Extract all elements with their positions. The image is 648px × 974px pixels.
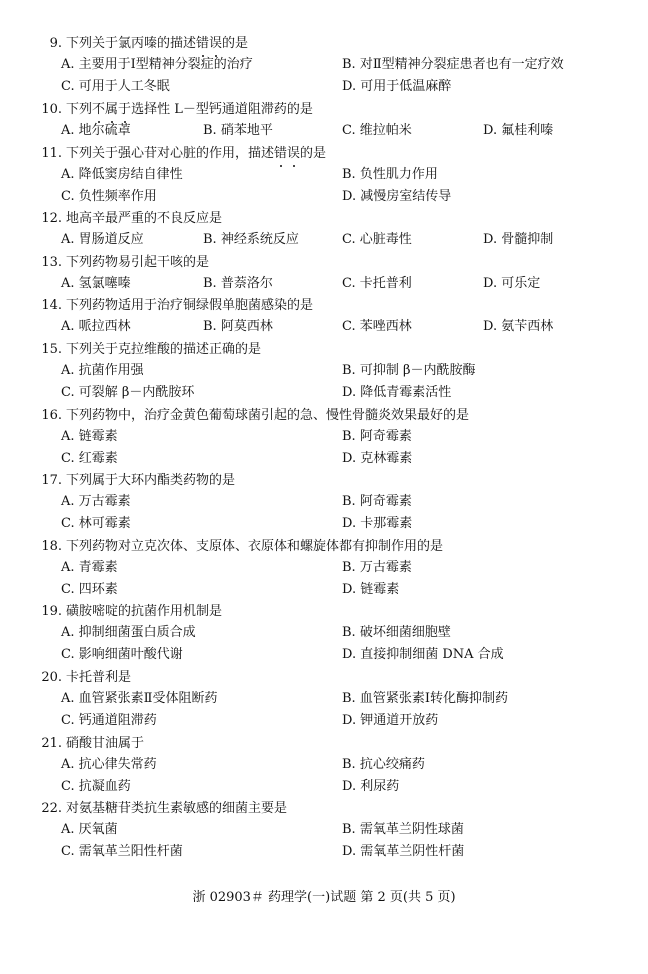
answer-option: D. 可乐定 (483, 276, 541, 291)
answer-option: D. 可用于低温麻醉 (342, 79, 452, 94)
question-item (28, 405, 628, 466)
stem-text: 选择性 L－型钙通道阻滞药的是 (131, 102, 313, 117)
question-item (28, 536, 628, 597)
answer-option: B. 破坏细菌细胞壁 (342, 625, 451, 640)
answer-option: B. 万古霉素 (342, 560, 412, 575)
answer-option: B. 神经系统反应 (203, 232, 299, 247)
question-item (28, 470, 628, 531)
question-number: 9. (49, 36, 62, 51)
stem-text: 下列 (66, 102, 93, 117)
answer-option: B. 阿奇霉素 (342, 429, 412, 444)
question-stem (28, 99, 628, 120)
answer-option: A. 哌拉西林 (61, 319, 131, 334)
stem-text: 下列关于氯丙嗪的描述 (66, 36, 197, 51)
answer-option: A. 胃肠道反应 (61, 232, 144, 247)
question-item (28, 798, 628, 859)
answer-option: A. 地尔硫䓬 (61, 123, 131, 138)
answer-option: B. 对Ⅱ型精神分裂症患者也有一定疗效 (342, 57, 564, 72)
answer-option: A. 降低窦房结自律性 (61, 167, 183, 182)
question-number: 19. (41, 604, 62, 619)
answer-option: C. 维拉帕米 (342, 123, 412, 138)
stem-text: 下列关于克拉维酸的描述正确的是 (66, 342, 262, 357)
question-item (28, 99, 628, 138)
question-stem (28, 208, 628, 229)
stem-text: 下列关于强心苷对心脏的作用，描述 (66, 146, 275, 161)
question-number: 11. (41, 146, 62, 161)
answer-option: D. 减慢房室结传导 (342, 189, 452, 204)
question-item (28, 667, 628, 728)
stem-text: 地高辛最严重的不良反应是 (66, 211, 223, 226)
stem-text: 卡托普利是 (66, 670, 132, 685)
answer-option: B. 阿莫西林 (203, 319, 273, 334)
question-number: 10. (41, 102, 62, 117)
answer-option: B. 可抑制 β－内酰胺酶 (342, 363, 476, 378)
answer-option: C. 林可霉素 (61, 516, 131, 531)
answer-option: C. 钙通道阻滞药 (61, 713, 157, 728)
answer-option: D. 氟桂利嗪 (483, 123, 554, 138)
question-number: 12. (41, 211, 62, 226)
stem-text: 下列药物易引起干咳的是 (66, 255, 210, 270)
stem-text: 下列药物适用于治疗铜绿假单胞菌感染的是 (66, 298, 314, 313)
answer-option: A. 抗菌作用强 (61, 363, 144, 378)
emphasis-text: 不属于 (92, 102, 131, 117)
stem-text: 磺胺嘧啶的抗菌作用机制是 (66, 604, 223, 619)
answer-option: B. 血管紧张素Ⅰ转化酶抑制药 (342, 691, 508, 706)
answer-option: D. 卡那霉素 (342, 516, 413, 531)
answer-option: A. 抑制细菌蛋白质合成 (61, 625, 196, 640)
answer-option: C. 影响细菌叶酸代谢 (61, 647, 183, 662)
answer-option: B. 需氧革兰阴性球菌 (342, 822, 464, 837)
question-stem (28, 295, 628, 316)
question-item (28, 143, 628, 204)
answer-option: D. 直接抑制细菌 DNA 合成 (342, 647, 504, 662)
question-item (28, 295, 628, 334)
stem-text: 对氨基糖苷类抗生素敏感的细菌主要是 (66, 801, 288, 816)
answer-option: A. 主要用于Ⅰ型精神分裂症的治疗 (61, 57, 253, 72)
answer-option: C. 可裂解 β－内酰胺环 (61, 385, 195, 400)
stem-text: 下列药物对立克次体、支原体、衣原体和螺旋体都有抑制作用的是 (66, 539, 444, 554)
answer-option: C. 心脏毒性 (342, 232, 412, 247)
answer-option: A. 抗心律失常药 (61, 757, 157, 772)
question-stem (28, 601, 628, 622)
question-number: 13. (41, 255, 62, 270)
question-number: 15. (41, 342, 62, 357)
emphasis-text: 错误 (196, 36, 222, 51)
answer-option: C. 可用于人工冬眠 (61, 79, 170, 94)
answer-option: C. 需氧革兰阳性杆菌 (61, 844, 183, 859)
answer-option: A. 链霉素 (61, 429, 118, 444)
answer-option: B. 普萘洛尔 (203, 276, 273, 291)
answer-option: C. 红霉素 (61, 451, 118, 466)
question-item (28, 208, 628, 247)
answer-option: C. 苯唑西林 (342, 319, 412, 334)
question-item (28, 733, 628, 794)
answer-option: D. 克林霉素 (342, 451, 413, 466)
answer-option: B. 负性肌力作用 (342, 167, 438, 182)
question-number: 20. (41, 670, 62, 685)
question-stem (28, 733, 628, 754)
emphasis-text: 错误 (274, 146, 300, 161)
question-stem (28, 252, 628, 273)
answer-option: D. 钾通道开放药 (342, 713, 439, 728)
question-stem (28, 339, 628, 360)
question-number: 21. (41, 736, 62, 751)
question-stem (28, 667, 628, 688)
question-item (28, 252, 628, 291)
answer-option: C. 负性频率作用 (61, 189, 157, 204)
stem-text: 的是 (222, 36, 249, 51)
stem-text: 下列药物中，治疗金黄色葡萄球菌引起的急、慢性骨髓炎效果最好的是 (66, 408, 470, 423)
question-stem (28, 33, 628, 54)
answer-option: D. 降低青霉素活性 (342, 385, 452, 400)
question-stem (28, 405, 628, 426)
question-number: 22. (41, 801, 62, 816)
question-number: 17. (41, 473, 62, 488)
answer-option: D. 利尿药 (342, 779, 400, 794)
question-stem (28, 470, 628, 491)
question-number: 18. (41, 539, 62, 554)
question-item (28, 601, 628, 662)
question-item (28, 33, 628, 94)
answer-option: A. 厌氧菌 (61, 822, 118, 837)
stem-text: 下列属于大环内酯类药物的是 (66, 473, 236, 488)
answer-option: A. 万古霉素 (61, 494, 131, 509)
answer-option: C. 抗凝血药 (61, 779, 131, 794)
question-stem (28, 536, 628, 557)
page-footer: 浙 02903＃ 药理学(一)试题 第 2 页(共 5 页) (192, 890, 456, 905)
stem-text: 硝酸甘油属于 (66, 736, 145, 751)
answer-option: D. 骨髓抑制 (483, 232, 554, 247)
answer-option: A. 血管紧张素Ⅱ受体阻断药 (61, 691, 218, 706)
answer-option: B. 阿奇霉素 (342, 494, 412, 509)
answer-option: C. 卡托普利 (342, 276, 412, 291)
answer-option: B. 硝苯地平 (203, 123, 273, 138)
answer-option: C. 四环素 (61, 582, 118, 597)
answer-option: D. 需氧革兰阴性杆菌 (342, 844, 465, 859)
answer-option: A. 氢氯噻嗪 (61, 276, 131, 291)
question-stem (28, 143, 628, 164)
question-number: 14. (41, 298, 62, 313)
question-number: 16. (41, 408, 62, 423)
answer-option: D. 链霉素 (342, 582, 400, 597)
stem-text: 的是 (300, 146, 327, 161)
answer-option: D. 氨苄西林 (483, 319, 554, 334)
question-stem (28, 798, 628, 819)
question-item (28, 339, 628, 400)
answer-option: A. 青霉素 (61, 560, 118, 575)
answer-option: B. 抗心绞痛药 (342, 757, 425, 772)
